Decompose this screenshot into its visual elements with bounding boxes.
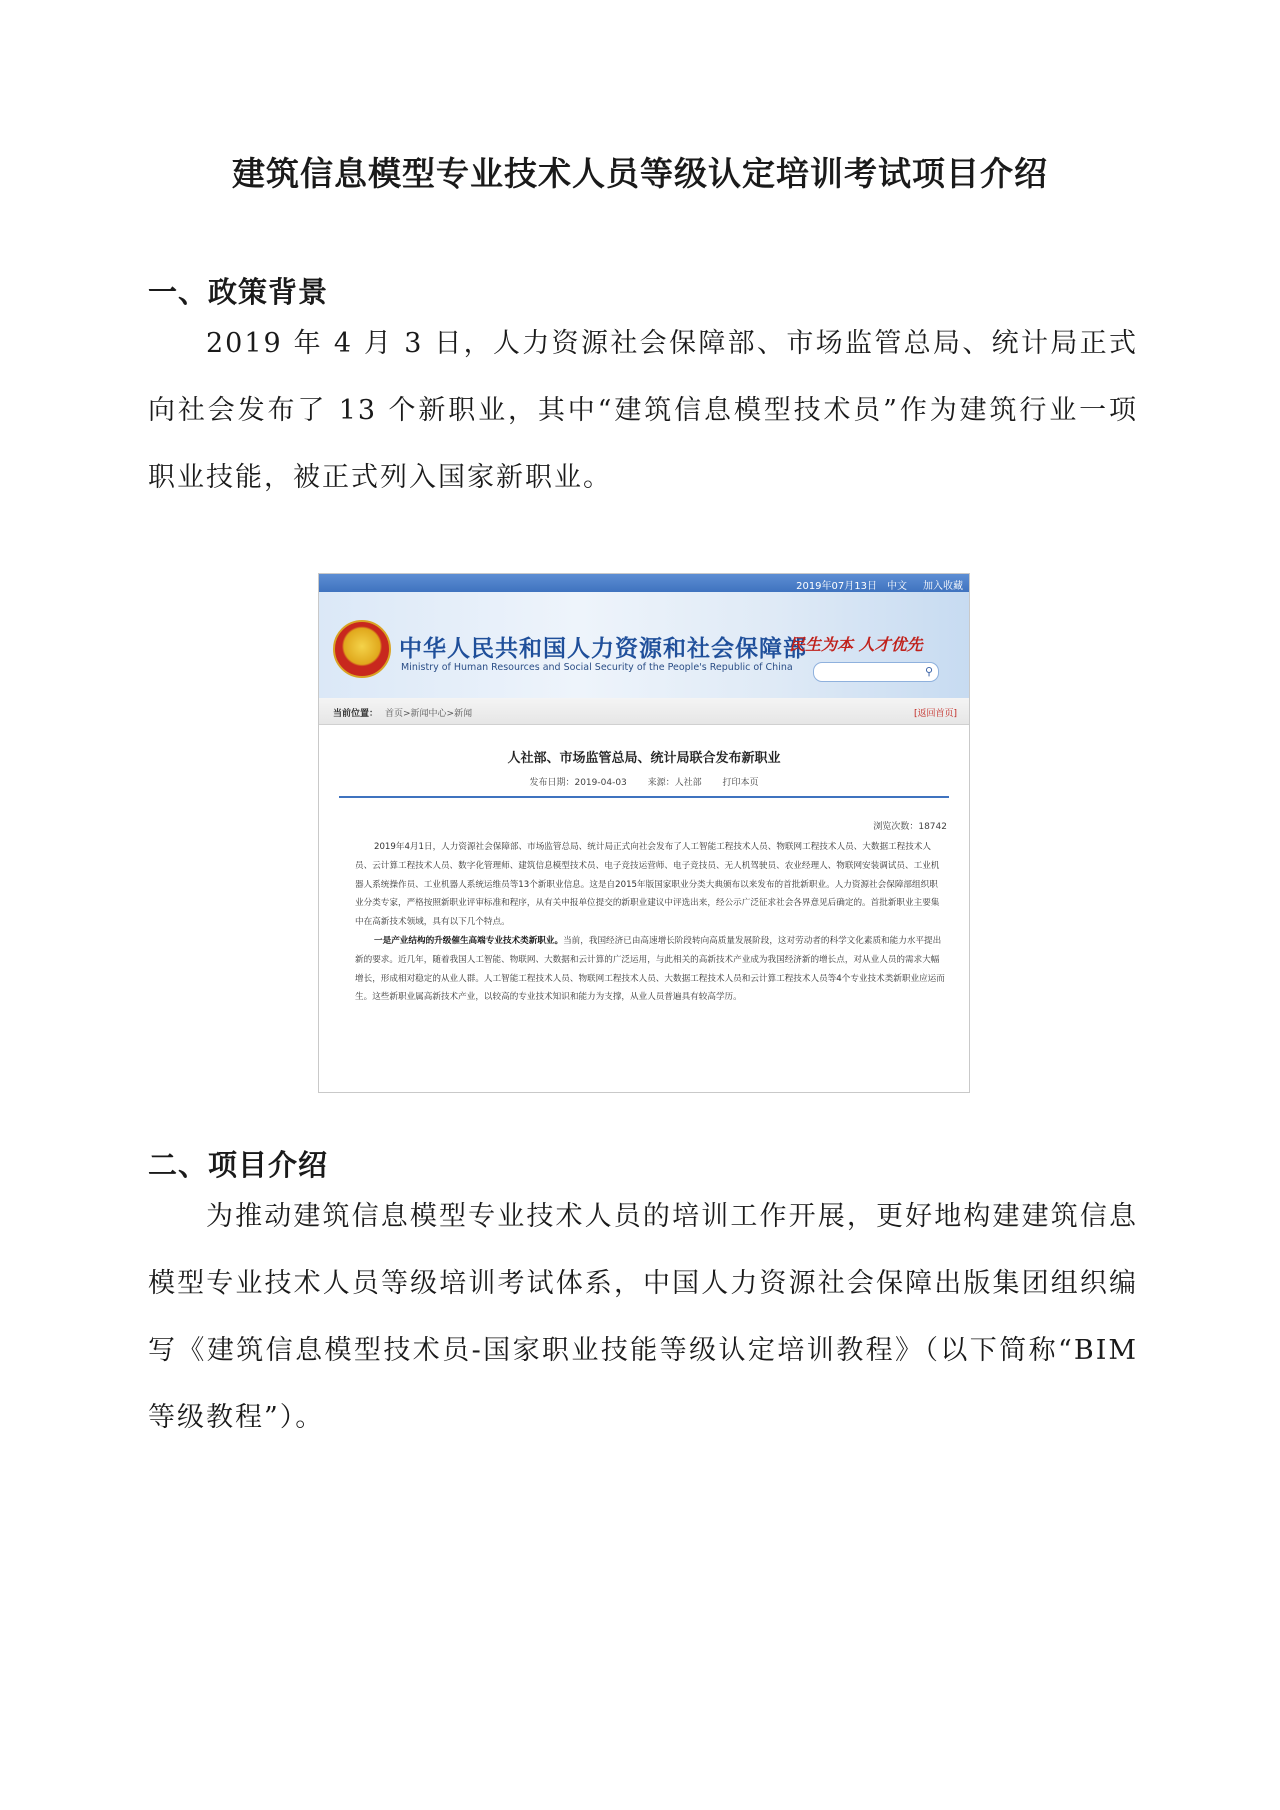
embedded-website-screenshot bbox=[318, 573, 970, 1093]
article-paragraph-2-text: 当前，我国经济已由高速增长阶段转向高质量发展阶段，这对劳动者的科学文化素质和能力水平提出新的要求。近几年，随着我国人工智能、物联网、大数据和云计算的广泛运用，与此相关的高新技术产业成为我国经济新的增长点，对从业人员的需求大幅增长，形成相对稳定的从业人群。人工智能工程技术人员、物联网工程技术人员、大数据工程技术人员和云计算工程技术人员等4个专业技术类新职业应运而生。这些新职业属高新技术产业，以较高的专业技术知识和能力为支撑，从业人员普遍具有较高学历。 bbox=[355, 935, 945, 1003]
project-paragraph bbox=[148, 1183, 1138, 1451]
website-date: 2019年07月13日 bbox=[796, 581, 877, 592]
ministry-slogan: 民生为本 人才优先 bbox=[789, 635, 923, 654]
section-heading-project: 二、项目介绍 bbox=[148, 1148, 329, 1182]
breadcrumb-path: 首页>新闻中心>新闻 bbox=[385, 709, 473, 719]
ministry-name-en: Ministry of Human Resources and Social Security of the People's Republic of China bbox=[401, 662, 793, 673]
national-emblem-icon bbox=[333, 620, 391, 678]
ministry-name-cn: 中华人民共和国人力资源和社会保障部 bbox=[399, 636, 807, 662]
article-divider bbox=[339, 796, 949, 798]
article-meta: 发布日期：2019-04-03 来源：人社部 打印本页 bbox=[529, 778, 759, 788]
project-paragraph-text: 为推动建筑信息模型专业技术人员的培训工作开展，更好地构建建筑信息模型专业技术人员等级培训考试体系，中国人力资源社会保障出版集团组织编写《建筑信息模型技术员-国家职业技能等级认定培训教程》（以下简称“BIM 等级教程”）。 bbox=[148, 1201, 1138, 1433]
language-link: 中文 bbox=[887, 581, 907, 592]
document-title: 建筑信息模型专业技术人员等级认定培训考试项目介绍 bbox=[232, 154, 1048, 193]
website-breadcrumb bbox=[319, 698, 969, 725]
article-paragraph-1: 2019年4月1日，人力资源社会保障部、市场监管总局、统计局正式向社会发布了人工智能工程技术人员、物联网工程技术人员、大数据工程技术人员、云计算工程技术人员、数字化管理师、建筑信息模型技术员、电子竞技运营师、电子竞技员、无人机驾驶员、农业经理人、物联网安装调试员、工业机器人系统操作员、工业机器人系统运维员等13个新职业信息。这是自2015年版国家职业分类大典颁布以来发布的首批新职业。人力资源社会保障部组织职业分类专家，严格按照新职业评审标准和程序，从有关申报单位提交的新职业建议中评选出来，经公示广泛征求社会各界意见后确定的。首批新职业主要集中在高新技术领域，具有以下几个特点。 bbox=[355, 842, 940, 928]
breadcrumb-label: 当前位置： bbox=[333, 709, 379, 719]
section-heading-policy: 一、政策背景 bbox=[148, 275, 329, 309]
add-favorite-link: 加入收藏 bbox=[923, 581, 963, 592]
policy-paragraph-text: 2019 年 4 月 3 日，人力资源社会保障部、市场监管总局、统计局正式向社会发布了 13 个新职业，其中“建筑信息模型技术员”作为建筑行业一项职业技能，被正式列入国家新职业。 bbox=[148, 328, 1138, 493]
website-topbar bbox=[319, 574, 969, 592]
article-body bbox=[355, 838, 945, 1007]
article-paragraph-2-lead: 一是产业结构的升级催生高端专业技术类新职业。 bbox=[374, 935, 564, 946]
article-paragraph-2 bbox=[355, 932, 945, 1007]
policy-paragraph bbox=[148, 310, 1138, 511]
article-title: 人社部、市场监管总局、统计局联合发布新职业 bbox=[507, 751, 781, 766]
search-icon: ⚲ bbox=[924, 665, 933, 678]
website-search-box bbox=[813, 662, 939, 682]
return-home-link: [返回首页] bbox=[913, 709, 957, 719]
website-banner bbox=[319, 592, 969, 698]
website-article bbox=[319, 725, 969, 1092]
article-view-count: 浏览次数：18742 bbox=[873, 822, 947, 832]
